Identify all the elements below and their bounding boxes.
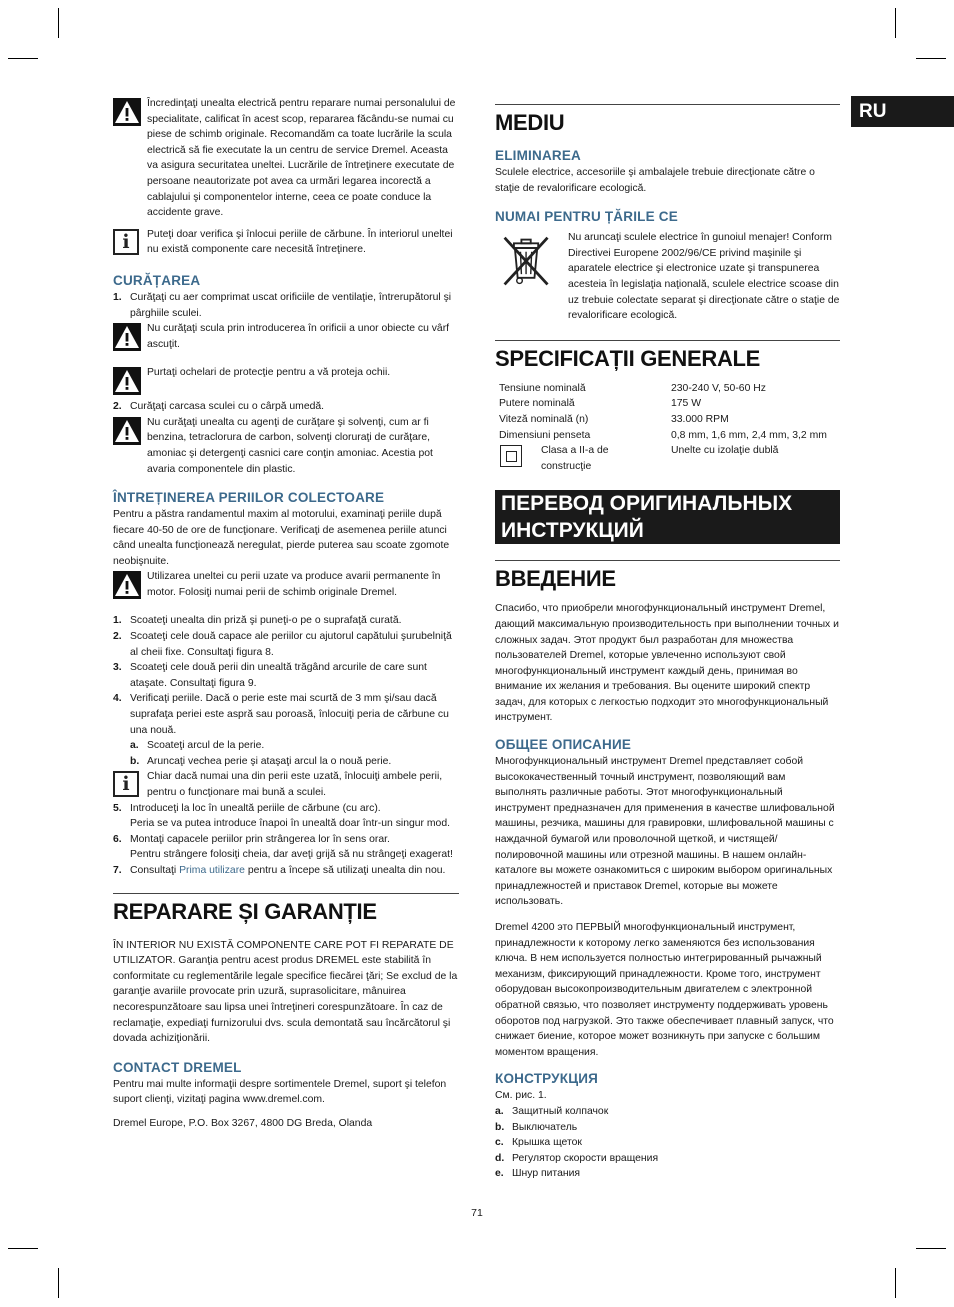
list-text: Curăţaţi carcasa sculei cu o cârpă umedă. <box>130 401 325 413</box>
spec-value: Unelte cu izolaţie dublă <box>671 445 779 457</box>
spec-value: 230-240 V, 50-60 Hz <box>671 382 766 394</box>
section-subheading: ÎNTREȚINEREA PERIILOR COLECTOARE <box>113 490 385 506</box>
list-number: 2. <box>113 401 122 413</box>
list-text: Montaţi capacele periilor prin strângerea lor în sens orar. <box>130 833 390 845</box>
left-column <box>113 96 459 1132</box>
list-letter: b. <box>495 1121 505 1133</box>
spec-label: Dimensiuni penseta <box>499 429 591 441</box>
list-item <box>495 1166 840 1182</box>
warning-text: Purtaţi ochelari de protecţie pentru a vă proteja ochii. <box>147 367 391 379</box>
table-row <box>495 443 840 474</box>
paragraph: Многофункциональный инструмент Dremel представляет собой высококачественный точный инструмент, позволяющий вам выполнять различные работы. Этот многофункциональный инструмент предназначен для применения в качестве шлифовальной машины, резчика, машины для гравировки, шлифовальной машины с наждачной бумагой или проволочной щеткой, и чистящей/полировочной машины или отрезной машины. В нашем онлайн-каталоге вы можете ознакомиться с широким выбором оригинальных принадлежностей и приставок Dremel, которые вы можете использовать. <box>495 756 835 908</box>
list-item <box>495 1135 840 1151</box>
section-heading: MEDIU <box>495 104 840 137</box>
spec-label: Viteză nominală (n) <box>499 413 589 425</box>
info-block <box>113 769 459 800</box>
list-text: Защитный колпачок <box>512 1105 609 1117</box>
list-number: 1. <box>113 615 122 627</box>
section-heading: REPARARE ȘI GARANȚIE <box>113 893 459 926</box>
section-subheading: CURĂȚAREA <box>113 272 201 288</box>
list-number: 2. <box>113 631 122 643</box>
list-text: Curăţaţi cu aer comprimat uscat orificiile de ventilaţie, întrerupătorul şi pârghiile sculei. <box>130 291 452 319</box>
section-subheading: NUMAI PENTRU ȚĂRILE CE <box>495 209 678 225</box>
cross-reference-link[interactable]: Prima utilizare <box>179 864 245 876</box>
crop-mark <box>8 1248 38 1249</box>
weee-block <box>495 230 840 324</box>
sub-list-item <box>130 738 459 754</box>
table-row <box>495 396 840 412</box>
parts-list <box>495 1104 840 1182</box>
warning-icon <box>113 417 141 445</box>
info-text: Puteţi doar verifica şi înlocui periile de cărbune. În interiorul uneltei nu există componente care necesită întreţinere. <box>147 228 453 256</box>
warning-icon <box>113 323 141 351</box>
info-icon: i <box>113 771 139 797</box>
spec-label: Tensiune nominală <box>499 382 586 394</box>
paragraph: Pentru a păstra randamentul maxim al motorului, examinaţi periile după fiecare 40-50 de ore de funcţionare. Verificaţi de asemenea periile atunci când unealta funcţionează neregulat, pierde puterea sau scoate zgomote neobişnuite. <box>113 509 450 567</box>
warning-text: Nu curăţaţi scula prin introducerea în orificii a unor obiecte cu vârf ascuţit. <box>147 323 450 350</box>
crop-mark <box>58 1268 59 1298</box>
list-text: Aruncaţi vechea perie şi ataşaţi arcul la o nouă perie. <box>147 755 392 767</box>
section-subheading: ELIMINAREA <box>495 148 581 163</box>
list-number: 5. <box>113 802 122 814</box>
paragraph: Спасибо, что приобрели многофункциональный инструмент Dremel, дающий максимальную производительность при выполнении точных и сложных задач. Этот продукт был разработан для множества пользователей Dremel, которые увлеченно используют свой многофункциональный инструмент каждый день, принимая во внимание их желания и требования. Вы оцените широкий спектр задач, для которых с легкостью подходит это многофункциональный инструмент. <box>495 603 839 724</box>
list-text: Scoateţi unealta din priză şi puneţi-o pe o suprafaţă curată. <box>130 615 402 627</box>
list-item <box>113 399 459 415</box>
crop-mark <box>895 8 896 38</box>
list-text <box>130 863 459 879</box>
list-text: Шнур питания <box>512 1168 581 1180</box>
spec-value: 0,8 mm, 1,6 mm, 2,4 mm, 3,2 mm <box>671 429 827 441</box>
crop-mark <box>895 1268 896 1298</box>
info-block <box>113 227 459 258</box>
table-row <box>495 412 840 428</box>
list-letter: e. <box>495 1168 504 1180</box>
crossed-bin-icon <box>499 234 555 290</box>
list-text-part: Consultaţi <box>130 864 177 876</box>
crop-mark <box>58 8 59 38</box>
list-text: Introduceţi la loc în unealtă periile de cărbune (cu arc). <box>130 802 381 814</box>
list-text: Scoateţi cele două perii din unealtă trăgând arcurile de care sunt ataşate. Consultaţi figura 9. <box>130 662 427 689</box>
list-item <box>113 832 459 863</box>
list-item <box>495 1151 840 1167</box>
list-letter: d. <box>495 1152 505 1164</box>
section-heading: SPECIFICAȚII GENERALE <box>495 340 840 373</box>
list-text: Регулятор скорости вращения <box>512 1152 659 1164</box>
list-number: 3. <box>113 662 122 674</box>
list-item <box>113 691 459 769</box>
list-number: 4. <box>113 693 122 705</box>
table-row <box>495 381 840 397</box>
warning-block <box>113 415 459 477</box>
crop-mark <box>916 1248 946 1249</box>
list-text: Pentru strângere folosiţi cheia, dar aveţi grijă să nu strângeţi exagerat! <box>130 849 453 861</box>
language-tab: RU <box>851 96 954 127</box>
warning-block <box>113 321 459 357</box>
section-subheading: КОНСТРУКЦИЯ <box>495 1071 599 1087</box>
spec-value: 33.000 RPM <box>671 413 729 425</box>
list-item <box>113 290 459 321</box>
list-text: Scoateţi cele două capace ale periilor cu ajutorul capătului şurubelniţă al cheii fixe. Consultaţi figura 8. <box>130 631 452 658</box>
table-row <box>495 428 840 444</box>
warning-icon <box>113 98 141 126</box>
spec-label-cell <box>495 443 671 474</box>
list-item <box>495 1120 840 1136</box>
translation-banner: ПЕРЕВОД ОРИГИНАЛЬНЫХ ИНСТРУКЦИЙ <box>495 490 840 544</box>
paragraph: Dremel 4200 это ПЕРВЫЙ многофункциональный инструмент, принадлежности к которому легко заменяются без использования ключа. В нем используется полностью интегрированный рычажный механизм, фиксирующий принадлежности. Кроме того, инструмент оборудован высокопроизводительным двигателем с электронной обратной связью, что позволяет инструменту поддерживать уровень оборотов под нагрузкой. Это также обеспечивает плавный запуск, что снижает биение, которое может возникнуть при запуске с большим моментом вращения. <box>495 922 834 1058</box>
list-text: Scoateţi arcul de la perie. <box>147 740 265 752</box>
page-number: 71 <box>471 1207 483 1219</box>
spec-label: Clasa a II-a de construcţie <box>541 445 609 472</box>
paragraph: См. рис. 1. <box>495 1090 547 1102</box>
crop-mark <box>8 58 38 59</box>
spec-table <box>495 381 840 475</box>
spec-value: 175 W <box>671 398 702 410</box>
list-text: Крышка щеток <box>512 1137 582 1149</box>
info-text: Chiar dacă numai una din perii este uzată, înlocuiţi ambele perii, pentru o funcţionare mai bună a sculei. <box>147 771 443 798</box>
list-item <box>113 801 459 832</box>
crop-mark <box>916 58 946 59</box>
list-item <box>113 613 459 629</box>
spec-label: Putere nominală <box>499 398 575 410</box>
warning-icon <box>113 571 141 599</box>
maintenance-steps <box>113 613 459 769</box>
list-item <box>495 1104 840 1120</box>
warning-text: Încredinţaţi unealta electrică pentru reparare numai personalului de specialitate, calificat în acest scop, repararea făcându-se numai cu piese de schimb originale. Recomandăm ca toate lucrările la scula electrică să fie executate la un centru de service Dremel. Aceasta va asigura securitatea uneltei. Lucrările de întreţinere executate de persoane neautorizate pot avea ca urmări legarea incorectă a cablajului şi componentelor interne, ceea ce poate conduce la accidente grave. <box>147 98 456 219</box>
list-number: 7. <box>113 864 122 876</box>
paragraph: Pentru mai multe informaţii despre sortimentele Dremel, suport şi telefon suport clienţi, vizitaţi pagina www.dremel.com. <box>113 1078 447 1106</box>
double-insulation-icon <box>500 445 522 467</box>
warning-block <box>113 96 459 221</box>
list-text: Verificaţi periile. Dacă o perie este mai scurtă de 3 mm şi/sau dacă suprafaţa periei este aspră sau poroasă, înlocuiţi peria de cărbune cu una nouă. <box>130 693 449 736</box>
paragraph: Nu aruncaţi sculele electrice în gunoiul menajer! Conform Directivei Europene 2002/96/CE privind maşinile şi aparatele electrice şi electronice uzate şi transpunerea acesteia în legislaţia naţională, sculele electrice scoase din uz trebuie colectate separat şi direcţionate către o staţie de revalorificare ecologică. <box>568 232 840 322</box>
list-text: Выключатель <box>512 1121 578 1133</box>
list-letter: b. <box>130 755 140 767</box>
right-column <box>495 104 840 1182</box>
address: Dremel Europe, P.O. Box 3267, 4800 DG Breda, Olanda <box>113 1117 373 1129</box>
section-subheading: CONTACT DREMEL <box>113 1059 242 1075</box>
warning-block <box>113 569 459 613</box>
paragraph: ÎN INTERIOR NU EXISTĂ COMPONENTE CARE POT FI REPARATE DE UTILIZATOR. Garanţia pentru acest produs DREMEL este stabilită în conformitate cu reglementările legale specifice fiecărei ţări; Se exclud de la garanţie avariile provocate prin uzură, suprasolicitare, mânuirea necorespunzătoare sau lipsa unei întreţineri corespunzătoare. În caz de reclamaţie, expediaţi furnizorului dvs. scula demontată sau încărcătorul şi dovada achiziţionării. <box>113 939 458 1045</box>
list-letter: a. <box>130 740 139 752</box>
list-item <box>113 863 459 879</box>
info-icon: i <box>113 229 139 255</box>
list-number: 1. <box>113 291 122 303</box>
section-subheading: ОБЩЕЕ ОПИСАНИЕ <box>495 737 632 753</box>
section-heading: ВВЕДЕНИЕ <box>495 560 840 593</box>
list-letter: c. <box>495 1137 504 1149</box>
list-item <box>113 629 459 660</box>
list-item <box>113 660 459 691</box>
list-number: 6. <box>113 833 122 845</box>
warning-text: Nu curăţaţi unealta cu agenţi de curăţare şi solvenţi, cum ar fi benzina, tetraclorura de carbon, solvenţi cloruraţi de curăţare, amoniac şi detergenţi casnici care conţin amoniac. Acestia pot avaria componentele din plastic. <box>147 416 433 475</box>
warning-icon <box>113 367 141 395</box>
warning-text: Utilizarea uneltei cu perii uzate va produce avarii permanente în motor. Folosiţi numai perii de schimb originale Dremel. <box>147 571 441 599</box>
paragraph: Sculele electrice, accesoriile şi ambalajele trebuie direcţionate către o staţie de revalorificare ecologică. <box>495 167 815 194</box>
warning-block <box>113 365 459 399</box>
list-letter: a. <box>495 1105 504 1117</box>
list-text-part: pentru a începe să utilizaţi unealta din nou. <box>247 864 446 876</box>
sub-list-item <box>130 754 459 770</box>
list-text: Peria se va putea introduce înapoi în unealtă doar într-un singur mod. <box>130 818 450 830</box>
